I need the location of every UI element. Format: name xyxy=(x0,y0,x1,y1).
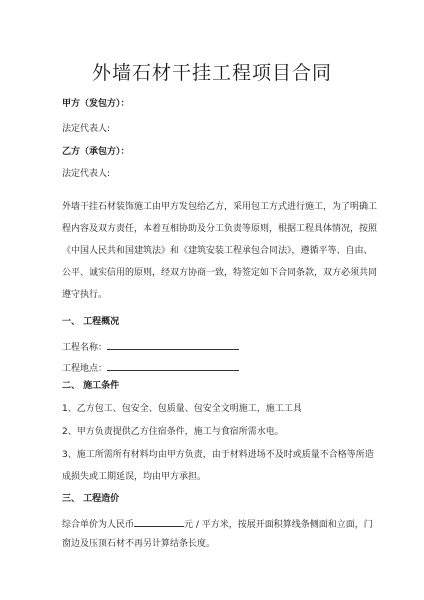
condition-item-3-line: 成损失或工期延误，均由甲方承担。 xyxy=(62,472,207,482)
party-b-label: 乙方（承包方）： xyxy=(62,147,130,157)
intro-line: 外墙干挂石材装饰施工由甲方发包给乙方，采用包工方式进行施工，为了明确工 xyxy=(62,202,378,212)
project-location-label: 工程地点： xyxy=(62,364,108,374)
project-location-row xyxy=(62,360,239,375)
section-1-heading: 一、 工程概况 xyxy=(62,317,120,327)
project-name-row xyxy=(62,339,239,354)
condition-item-3-line: 3、施工所需所有材料均由甲方负责，由于材料进场不及时或质量不合格等所造 xyxy=(62,450,374,460)
intro-paragraph xyxy=(62,196,378,306)
unit-price-prefix: 综合单价为人民币 xyxy=(62,520,135,530)
unit-price-row xyxy=(62,516,373,531)
project-name-label: 工程名称： xyxy=(62,343,108,353)
intro-line: 公平、诚实信用的原则，经双方协商一致，特签定如下合同条款，双方必须共同 xyxy=(62,268,378,278)
intro-line: 遵守执行。 xyxy=(62,290,108,300)
party-b-representative: 法定代表人: xyxy=(62,169,111,179)
section-3-heading: 三、 工程造价 xyxy=(62,494,120,504)
project-location-blank[interactable] xyxy=(107,360,239,371)
contract-title: 外墙石材干挂工程项目合同 xyxy=(91,62,332,84)
unit-price-line-2: 窗边及压顶石材不再另计算结条长度。 xyxy=(62,539,216,549)
section-2-heading: 二、 施工条件 xyxy=(62,381,120,391)
project-name-blank[interactable] xyxy=(107,339,239,350)
unit-price-suffix: 元 / 平方米，按展开面积算线条侧面和立面，门 xyxy=(184,520,373,530)
intro-line: 程内容及双方责任，本着互相协助及分工负责等原则，根据工程具体情况，按照 xyxy=(62,224,378,234)
unit-price-blank[interactable] xyxy=(134,516,184,527)
intro-line: 《中国人民共和国建筑法》和《建筑安装工程承包合同法》，遵循平等、自由、 xyxy=(62,246,373,256)
condition-item-2: 2、甲方负责提供乙方住宿条件，施工与食宿所需水电。 xyxy=(62,427,284,437)
party-a-representative: 法定代表人: xyxy=(62,124,111,134)
condition-item-3 xyxy=(62,444,374,488)
party-a-label: 甲方（发包方）： xyxy=(62,99,130,109)
condition-item-1: 1、乙方包工、包安全、包质量、包安全文明施工，施工工具 xyxy=(62,404,302,414)
